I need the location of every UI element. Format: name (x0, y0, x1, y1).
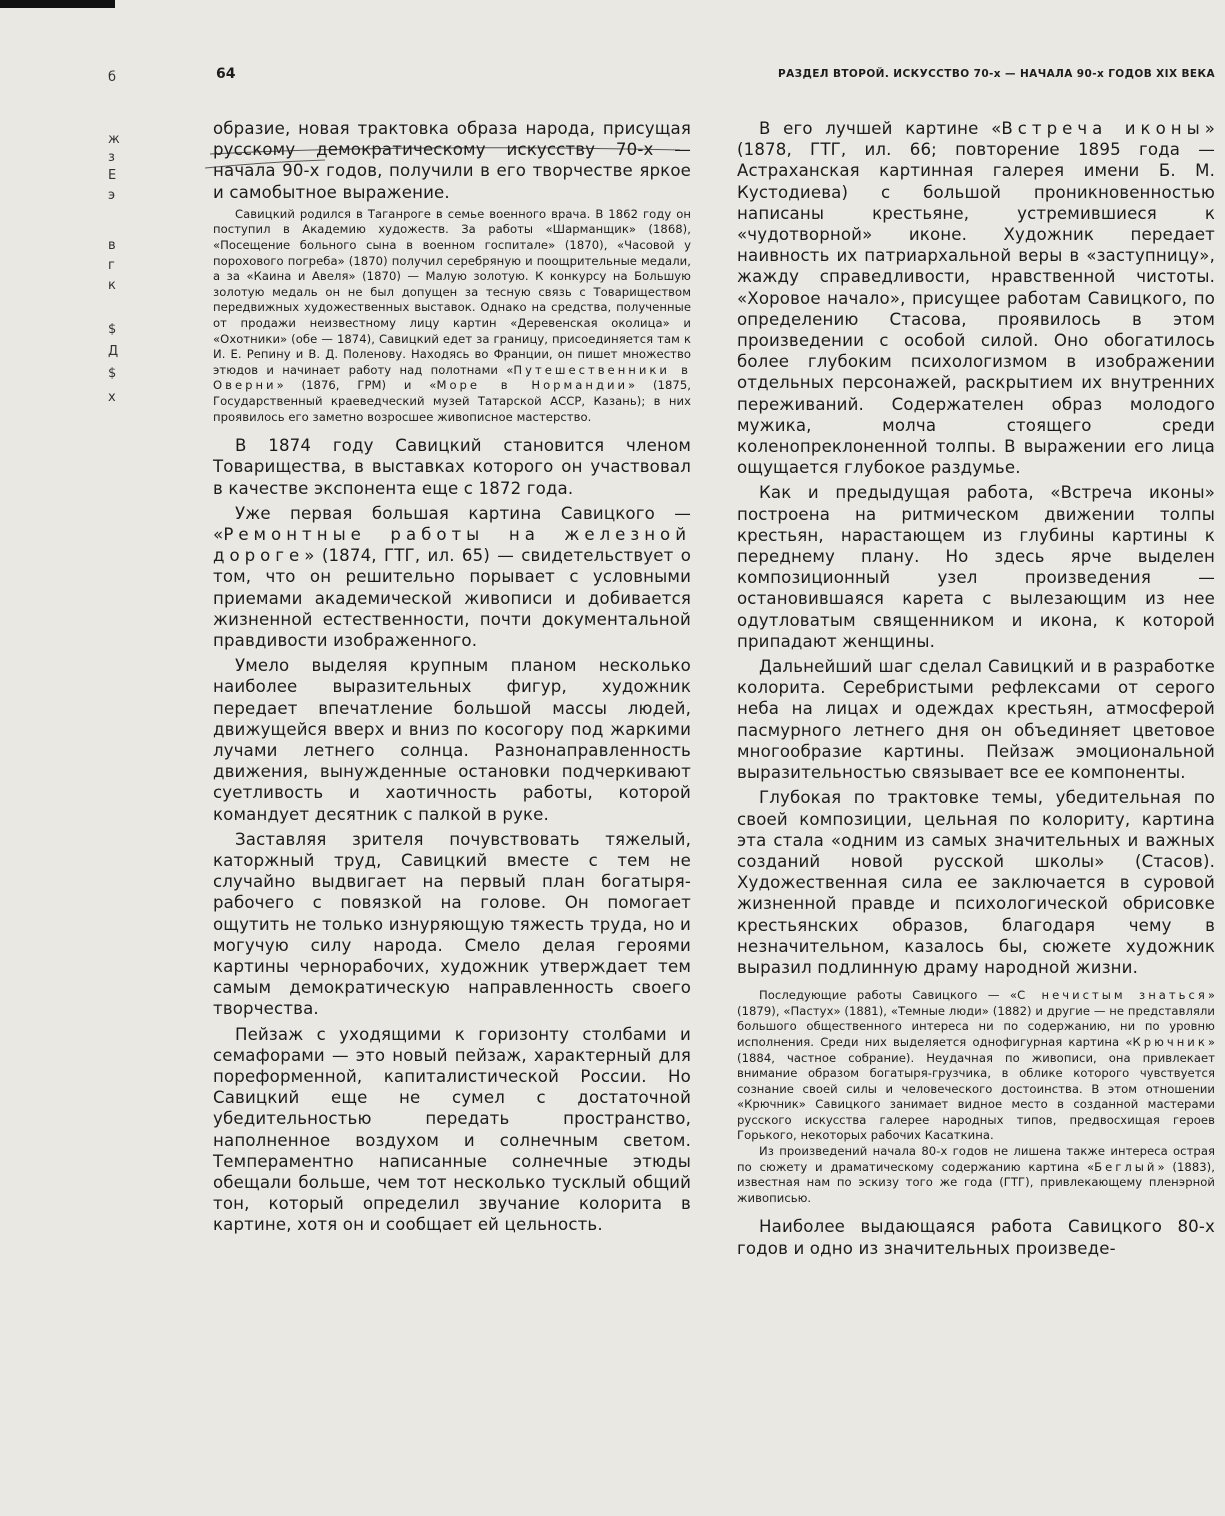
page-number: 64 (216, 66, 236, 82)
artwork-title: Путешественники в Оверни (213, 362, 691, 393)
artwork-title: С нечистым знаться (1017, 988, 1208, 1003)
footnote-paragraph: Савицкий родился в Таганроге в семье военного врача. В 1862 году он поступил в Академию художеств. За работы «Шарманщик» (1868), «Посещение больного сына в военном госпитале» (1870), «Часовой у порохового погреба» (1870) получил серебряную и поощрительные медали, а за «Каина и Авеля» (1870) — Малую золотую. К конкурсу на Большую золотую медаль он не был допущен за тесную связь с Товариществом передвижных художественных выставок. Однако на средства, полученные от продажи неизвестному лицу картин «Деревенская околица» и «Охотники» (обе — 1874), Савицкий едет за границу, присоединяется там к И. Е. Репину и В. Д. Поленову. Находясь во Франции, он пишет множество этюдов и начинает работу над полотнами «Путешественники в Оверни» (1876, ГРМ) и «Море в Нормандии» (1875, Государственный краеведческий музей Татарской АССР, Казань); в них проявилось его заметно возросшее живописное мастерство. (213, 206, 691, 424)
paragraph: Заставляя зрителя почувствовать тяжелый, каторжный труд, Савицкий вместе с тем не случайно выдвигает на первый план богатыря-рабочего с повязкой на голове. Он помогает ощутить не только изнуряющую тяжесть труда, но и могучую силу народа. Смело делая героями картины чернорабочих, художник утверждает тем самым демократическую направленность своего творчества. (213, 829, 691, 1019)
left-column (213, 118, 691, 1236)
artwork-title: Крючник (1132, 1034, 1208, 1049)
paragraph: Наиболее выдающаяся работа Савицкого 80-х годов и одно из значительных произведе- (737, 1217, 1215, 1258)
edge-char: з (108, 150, 115, 165)
scan-edge-mark (0, 0, 115, 8)
paragraph: образие, новая трактовка образа народа, присущая русскому демократическому искусству 70-х — начала 90-х годов, получили в его творчестве яркое и самобытное выражение. (213, 119, 691, 202)
footnote-paragraph: Из произведений начала 80-х годов не лишена также интереса острая по сюжету и драматическому содержанию картина «Беглый» (1883), известная нам по эскизу того же года (ГТГ), привлекающему пленэрной живописью. (737, 1144, 1215, 1205)
edge-char: э (108, 188, 116, 203)
paragraph: Уже первая большая картина Савицкого — «Ремонтные работы на железной дороге» (1874, ГТГ, ил. 65) — свидетельствует о том, что он решительно порывает с условными приемами академической живописи и добивается жизненной естественности, почти документальной правдивости изображенного. (213, 503, 691, 650)
running-head: РАЗДЕЛ ВТОРОЙ. ИСКУССТВО 70-х — НАЧАЛА 90-х ГОДОВ XIX ВЕКА (777, 68, 1215, 80)
artwork-title: Ремонтные работы на железной дороге (213, 524, 691, 566)
artwork-title: Море в Нормандии (436, 378, 629, 393)
artwork-title: Беглый (1094, 1159, 1158, 1174)
edge-char: $ (108, 366, 117, 381)
paragraph: Умело выделяя крупным планом несколько наиболее выразительных фигур, художник передает впечатление большой массы людей, движущейся вверх и вниз по косогору под жаркими лучами летнего солнца. Разнонаправленность движения, вынужденные остановки подчеркивают суетливость и хаотичность работы, которой командует десятник с палкой в руке. (213, 656, 691, 824)
footnote-paragraph: Последующие работы Савицкого — «С нечистым знаться» (1879), «Пастух» (1881), «Темные люди» (1882) и другие — не представляли большого общественного интереса ни по содержанию, ни по уровню исполнения. Среди них выделяется однофигурная картина «Крючник» (1884, частное собрание). Неудачная по живописи, она привлекает внимание образом богатыря-грузчика, в облике которого чувствуется сознание своей силы и человеческого достоинства. В этом отношении «Крючник» Савицкого занимает видное место в созданной мастерами русского искусства галерее народных типов, предвосхищая героев Горького, некоторых рабочих Касаткина. (737, 988, 1215, 1143)
edge-char: г (108, 258, 115, 273)
edge-char: ж (108, 132, 120, 147)
paragraph: В его лучшей картине «Встреча иконы» (1878, ГТГ, ил. 66; повторение 1895 года — Астраханская картинная галерея имени Б. М. Кустодиева) с большой проникновенностью написаны крестьяне, устремившиеся к «чудотворной» иконе. Художник передает наивность их патриархальной веры в «заступницу», жажду справедливости, нравственной чистоты. «Хоровое начало», присущее работам Савицкого, по определению Стасова, проявилось в этом произведении с особой силой. Оно обогатилось более глубоким психологизмом в изображении отдельных персонажей, раскрытием их внутренних переживаний. Содержателен образ молодого мужика, молча стоящего среди коленопреклоненной толпы. В выражении его лица ощущается глубокое раздумье. (737, 119, 1215, 478)
paragraph: Пейзаж с уходящими к горизонту столбами и семафорами — это новый пейзаж, характерный для пореформенной, капиталистической России. Но Савицкий еще не сумел с достаточной убедительностью передать пространство, наполненное воздухом и солнечным светом. Темпераментно написанные солнечные этюды обещали больше, чем тот несколько тусклый общий тон, который определил звучание колорита в картине, хотя он и сообщает ей цельность. (213, 1024, 691, 1235)
edge-char: Е (108, 168, 117, 183)
edge-char: $ (108, 322, 117, 337)
paragraph: Как и предыдущая работа, «Встреча иконы» построена на ритмическом движении толпы крестьян, нарастающем из глубины картины к переднему плану. Но здесь ярче выделен композиционный узел произведения — остановившаяся карета с вылезающим из нее одутловатым священником и икона, к которой припадают женщины. (737, 483, 1215, 651)
paragraph: Дальнейший шаг сделал Савицкий и в разработке колорита. Серебристыми рефлексами от серого неба на лицах и одеждах крестьян, атмосферой пасмурного летнего дня он объединяет цветовое многообразие картины. Пейзаж эмоциональной выразительностью связывает все ее компоненты. (737, 657, 1215, 783)
right-column (737, 118, 1215, 1259)
paragraph: В 1874 году Савицкий становится членом Товарищества, в выставках которого он участвовал в качестве экспонента еще с 1872 года. (213, 436, 691, 498)
edge-char: в (108, 238, 116, 253)
paragraph: Глубокая по трактовке темы, убедительная по своей композиции, цельная по колориту, картина эта стала «одним из самых значительных и важных созданий новой русской школы» (Стасов). Художественная сила ее заключается в суровой жизненной правде и психологической обрисовке крестьянских образов, благодаря чему в незначительном, казалось бы, сюжете художник выразил подлинную драму народной жизни. (737, 788, 1215, 977)
edge-char: х (108, 390, 116, 405)
edge-char: Д (108, 344, 119, 359)
artwork-title: Встреча иконы (1001, 119, 1205, 138)
edge-char: к (108, 278, 116, 293)
edge-char: б (108, 70, 117, 85)
